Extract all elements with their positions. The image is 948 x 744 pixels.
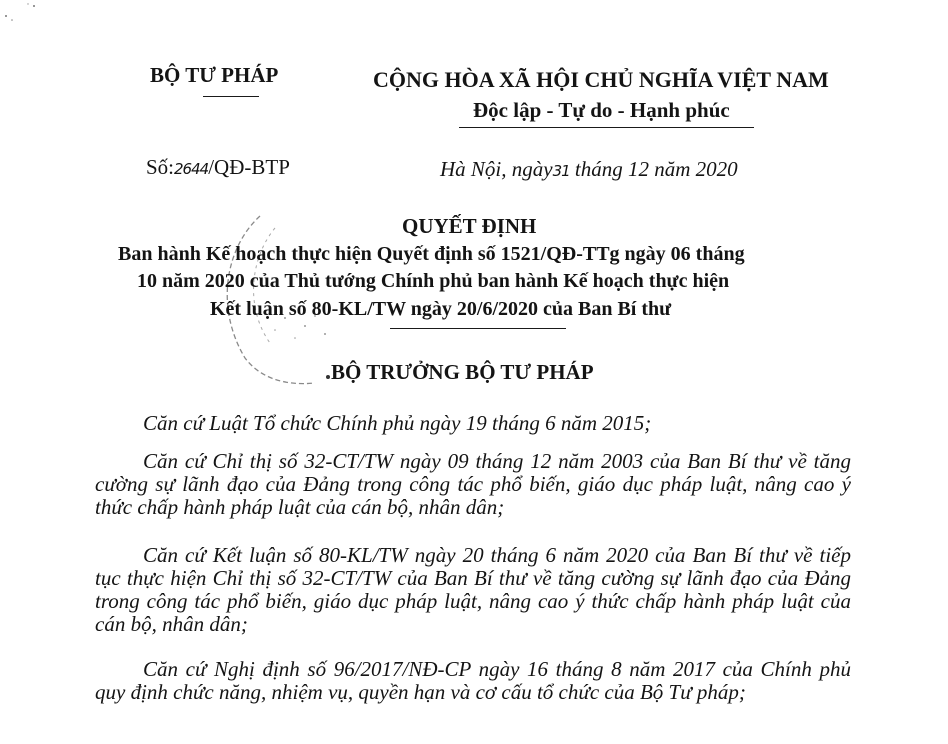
- legal-basis-paragraph: Căn cứ Kết luận số 80-KL/TW ngày 20 tháng 6 năm 2020 của Ban Bí thư về tiếp tục thực hiện Chỉ thị số 32-CT/TW của Ban Bí thư về tăng cường sự lãnh đạo của Đảng trong công tác phổ biến, giáo dục pháp luật, nâng cao ý thức chấp hành pháp luật của cán bộ, nhân dân;: [95, 543, 851, 636]
- place-date: [440, 157, 738, 182]
- ministry-name: BỘ TƯ PHÁP: [150, 63, 279, 87]
- scan-specks: [0, 0, 40, 30]
- document-title: QUYẾT ĐỊNH: [402, 214, 537, 238]
- subtitle-line-3: Kết luận số 80-KL/TW ngày 20/6/2020 của Ban Bí thư: [210, 298, 672, 320]
- document-number: [146, 155, 290, 180]
- number-label-suffix: /QĐ-BTP: [208, 155, 290, 179]
- nation-name: CỘNG HÒA XÃ HỘI CHỦ NGHĨA VIỆT NAM: [373, 67, 829, 92]
- motto-underline: [459, 127, 754, 128]
- ministry-underline: [203, 96, 259, 97]
- subtitle-line-1: Ban hành Kế hoạch thực hiện Quyết định số 1521/QĐ-TTg ngày 06 tháng: [118, 243, 745, 265]
- legal-basis-paragraph: Căn cứ Nghị định số 96/2017/NĐ-CP ngày 16 tháng 8 năm 2017 của Chính phủ quy định chức năng, nhiệm vụ, quyền hạn và cơ cấu tổ chức của Bộ Tư pháp;: [95, 657, 851, 704]
- issuing-authority: BỘ TRƯỞNG BỘ TƯ PHÁP: [331, 360, 594, 384]
- legal-basis-paragraph: Căn cứ Luật Tổ chức Chính phủ ngày 19 tháng 6 năm 2015;: [143, 411, 652, 435]
- date-suffix: tháng 12 năm 2020: [569, 157, 738, 181]
- subtitle-underline: [390, 328, 566, 329]
- number-label-prefix: Số:: [146, 155, 175, 179]
- handwritten-day: 31: [552, 162, 570, 180]
- nation-motto: Độc lập - Tự do - Hạnh phúc: [473, 98, 730, 122]
- date-prefix: Hà Nội, ngày: [440, 157, 553, 181]
- legal-basis-paragraph: Căn cứ Chỉ thị số 32-CT/TW ngày 09 tháng 12 năm 2003 của Ban Bí thư về tăng cường sự lãnh đạo của Đảng trong công tác phổ biến, giáo dục pháp luật, nâng cao ý thức chấp hành pháp luật của cán bộ, nhân dân;: [95, 449, 851, 519]
- subtitle-line-2: 10 năm 2020 của Thủ tướng Chính phủ ban hành Kế hoạch thực hiện: [137, 270, 730, 292]
- handwritten-number: 2644: [174, 160, 209, 178]
